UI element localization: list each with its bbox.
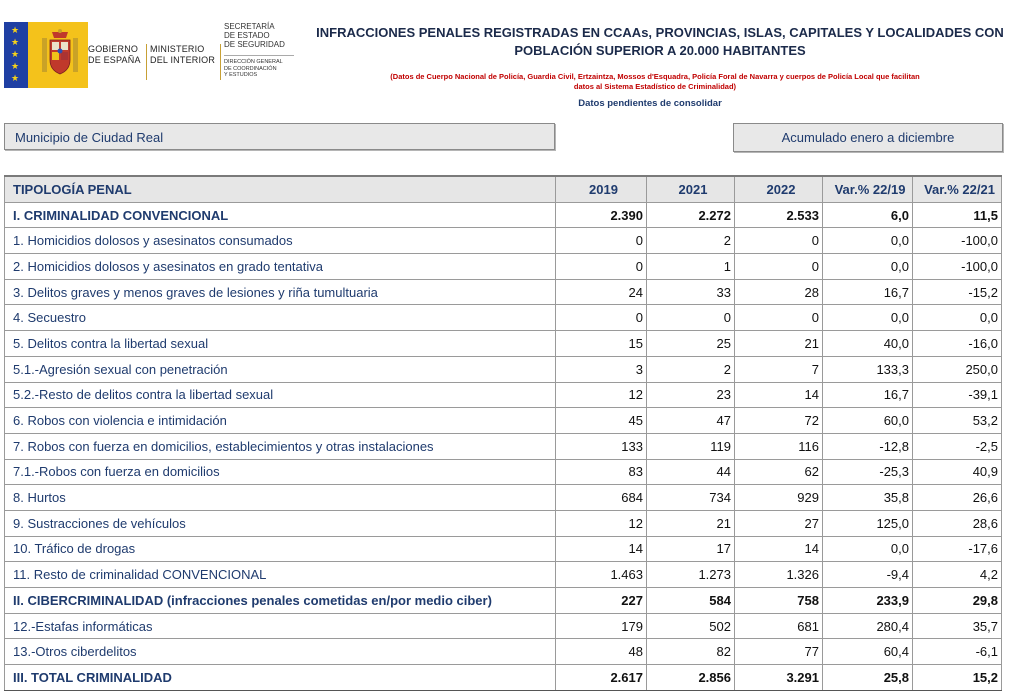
- data-source-note: (Datos de Cuerpo Nacional de Policía, Guardia Civil, Ertzaintza, Mossos d'Esquadra, Policía Foral de Navarra y cuerpos de Policía Local que facilitan datos al Sistema Estadístico de Criminalidad): [390, 72, 920, 91]
- value-cell: 2: [647, 228, 735, 254]
- direccion-label: DIRECCIÓN GENERAL DE COORDINACIÓN Y ESTUDIOS: [224, 55, 294, 79]
- value-cell: 0,0: [913, 305, 1002, 331]
- value-cell: 12: [556, 510, 647, 536]
- value-cell: 11,5: [913, 202, 1002, 228]
- value-cell: 6,0: [823, 202, 913, 228]
- tipologia-cell: 12.-Estafas informáticas: [5, 613, 556, 639]
- value-cell: 0: [556, 305, 647, 331]
- value-cell: 12: [556, 382, 647, 408]
- value-cell: 0: [556, 254, 647, 280]
- value-cell: 133: [556, 433, 647, 459]
- value-cell: 125,0: [823, 510, 913, 536]
- value-cell: 15: [556, 331, 647, 357]
- value-cell: 7: [735, 356, 823, 382]
- value-cell: 77: [735, 639, 823, 665]
- value-cell: 35,7: [913, 613, 1002, 639]
- value-cell: 2.533: [735, 202, 823, 228]
- value-cell: 0,0: [823, 305, 913, 331]
- value-cell: 40,9: [913, 459, 1002, 485]
- table-row: [5, 459, 1002, 485]
- value-cell: -25,3: [823, 459, 913, 485]
- table-row: [5, 613, 1002, 639]
- value-cell: 33: [647, 279, 735, 305]
- value-cell: -2,5: [913, 433, 1002, 459]
- table-row: [5, 228, 1002, 254]
- tipologia-cell: 10. Tráfico de drogas: [5, 536, 556, 562]
- table-row: [5, 665, 1002, 691]
- government-logo: [4, 22, 294, 88]
- value-cell: 16,7: [823, 279, 913, 305]
- value-cell: 2.272: [647, 202, 735, 228]
- secretaria-label: SECRETARÍA DE ESTADO DE SEGURIDAD DIRECCIÓN GENERAL DE COORDINACIÓN Y ESTUDIOS: [224, 22, 294, 88]
- column-header-2021: 2021: [647, 176, 735, 202]
- value-cell: 25: [647, 331, 735, 357]
- value-cell: 133,3: [823, 356, 913, 382]
- period-selector[interactable]: Acumulado enero a diciembre: [733, 123, 1003, 152]
- value-cell: 28,6: [913, 510, 1002, 536]
- value-cell: 48: [556, 639, 647, 665]
- value-cell: 2.617: [556, 665, 647, 691]
- value-cell: 280,4: [823, 613, 913, 639]
- value-cell: 14: [735, 536, 823, 562]
- value-cell: 179: [556, 613, 647, 639]
- crime-statistics-table: [4, 175, 1002, 691]
- value-cell: 83: [556, 459, 647, 485]
- value-cell: 1.273: [647, 562, 735, 588]
- value-cell: -100,0: [913, 228, 1002, 254]
- table-row: [5, 408, 1002, 434]
- value-cell: 17: [647, 536, 735, 562]
- value-cell: 119: [647, 433, 735, 459]
- value-cell: 0,0: [823, 228, 913, 254]
- value-cell: 62: [735, 459, 823, 485]
- value-cell: 0,0: [823, 536, 913, 562]
- value-cell: 3.291: [735, 665, 823, 691]
- value-cell: 233,9: [823, 588, 913, 614]
- eu-flag-strip: ★ ★ ★ ★ ★: [4, 22, 28, 88]
- tipologia-cell: 2. Homicidios dolosos y asesinatos en grado tentativa: [5, 254, 556, 280]
- value-cell: 14: [735, 382, 823, 408]
- tipologia-cell: 7.1.-Robos con fuerza en domicilios: [5, 459, 556, 485]
- value-cell: -12,8: [823, 433, 913, 459]
- value-cell: 82: [647, 639, 735, 665]
- value-cell: 0: [735, 254, 823, 280]
- value-cell: 15,2: [913, 665, 1002, 691]
- value-cell: 26,6: [913, 485, 1002, 511]
- value-cell: 2.390: [556, 202, 647, 228]
- tipologia-cell: I. CRIMINALIDAD CONVENCIONAL: [5, 202, 556, 228]
- tipologia-cell: II. CIBERCRIMINALIDAD (infracciones penales cometidas en/por medio ciber): [5, 588, 556, 614]
- value-cell: 47: [647, 408, 735, 434]
- value-cell: 35,8: [823, 485, 913, 511]
- pending-notice: Datos pendientes de consolidar: [578, 98, 722, 109]
- tipologia-cell: 5.2.-Resto de delitos contra la libertad sexual: [5, 382, 556, 408]
- value-cell: 1.463: [556, 562, 647, 588]
- value-cell: -17,6: [913, 536, 1002, 562]
- value-cell: 23: [647, 382, 735, 408]
- tipologia-cell: 3. Delitos graves y menos graves de lesiones y riña tumultuaria: [5, 279, 556, 305]
- value-cell: 28: [735, 279, 823, 305]
- value-cell: 16,7: [823, 382, 913, 408]
- column-header-2022: 2022: [735, 176, 823, 202]
- value-cell: 0: [556, 228, 647, 254]
- value-cell: 0: [647, 305, 735, 331]
- table-row: [5, 382, 1002, 408]
- value-cell: 27: [735, 510, 823, 536]
- ministerio-label: MINISTERIO DEL INTERIOR: [150, 44, 221, 80]
- value-cell: 3: [556, 356, 647, 382]
- table-row: [5, 279, 1002, 305]
- table-header-row: [5, 176, 1002, 202]
- column-header-var-22-19: Var.% 22/19: [823, 176, 913, 202]
- value-cell: 40,0: [823, 331, 913, 357]
- value-cell: 2: [647, 356, 735, 382]
- value-cell: 250,0: [913, 356, 1002, 382]
- value-cell: 24: [556, 279, 647, 305]
- table-row: [5, 254, 1002, 280]
- value-cell: 2.856: [647, 665, 735, 691]
- table-row: [5, 331, 1002, 357]
- tipologia-cell: 1. Homicidios dolosos y asesinatos consumados: [5, 228, 556, 254]
- value-cell: -9,4: [823, 562, 913, 588]
- report-title: INFRACCIONES PENALES REGISTRADAS EN CCAAs, PROVINCIAS, ISLAS, CAPITALES Y LOCALIDADES CON POBLACIÓN SUPERIOR A 20.000 HABITANTES: [316, 25, 1004, 58]
- tipologia-cell: 8. Hurtos: [5, 485, 556, 511]
- table-row: [5, 639, 1002, 665]
- municipality-selector[interactable]: Municipio de Ciudad Real: [4, 123, 555, 150]
- value-cell: 0: [735, 305, 823, 331]
- value-cell: 45: [556, 408, 647, 434]
- table-row: [5, 202, 1002, 228]
- value-cell: 44: [647, 459, 735, 485]
- value-cell: 29,8: [913, 588, 1002, 614]
- tipologia-cell: 9. Sustracciones de vehículos: [5, 510, 556, 536]
- value-cell: 0,0: [823, 254, 913, 280]
- value-cell: 734: [647, 485, 735, 511]
- value-cell: 116: [735, 433, 823, 459]
- value-cell: -15,2: [913, 279, 1002, 305]
- value-cell: 21: [735, 331, 823, 357]
- value-cell: 0: [735, 228, 823, 254]
- tipologia-cell: 5.1.-Agresión sexual con penetración: [5, 356, 556, 382]
- tipologia-cell: III. TOTAL CRIMINALIDAD: [5, 665, 556, 691]
- tipologia-cell: 4. Secuestro: [5, 305, 556, 331]
- value-cell: 72: [735, 408, 823, 434]
- coat-of-arms-icon: [40, 28, 80, 82]
- value-cell: 502: [647, 613, 735, 639]
- value-cell: 684: [556, 485, 647, 511]
- column-header-2019: 2019: [556, 176, 647, 202]
- value-cell: 4,2: [913, 562, 1002, 588]
- column-header-tipologia: TIPOLOGÍA PENAL: [5, 176, 556, 202]
- tipologia-cell: 6. Robos con violencia e intimidación: [5, 408, 556, 434]
- column-header-var-22-21: Var.% 22/21: [913, 176, 1002, 202]
- value-cell: 1: [647, 254, 735, 280]
- table-row: [5, 433, 1002, 459]
- table-row: [5, 485, 1002, 511]
- value-cell: 681: [735, 613, 823, 639]
- value-cell: 21: [647, 510, 735, 536]
- value-cell: 60,0: [823, 408, 913, 434]
- table-row: [5, 588, 1002, 614]
- tipologia-cell: 7. Robos con fuerza en domicilios, establecimientos y otras instalaciones: [5, 433, 556, 459]
- table-row: [5, 562, 1002, 588]
- tipologia-cell: 5. Delitos contra la libertad sexual: [5, 331, 556, 357]
- value-cell: 584: [647, 588, 735, 614]
- value-cell: -16,0: [913, 331, 1002, 357]
- value-cell: 1.326: [735, 562, 823, 588]
- value-cell: 758: [735, 588, 823, 614]
- value-cell: -6,1: [913, 639, 1002, 665]
- tipologia-cell: 13.-Otros ciberdelitos: [5, 639, 556, 665]
- value-cell: 53,2: [913, 408, 1002, 434]
- table-row: [5, 305, 1002, 331]
- table-row: [5, 356, 1002, 382]
- value-cell: -100,0: [913, 254, 1002, 280]
- value-cell: 60,4: [823, 639, 913, 665]
- gobierno-label: GOBIERNO DE ESPAÑA: [88, 44, 147, 80]
- value-cell: 25,8: [823, 665, 913, 691]
- value-cell: 929: [735, 485, 823, 511]
- value-cell: -39,1: [913, 382, 1002, 408]
- value-cell: 227: [556, 588, 647, 614]
- value-cell: 14: [556, 536, 647, 562]
- tipologia-cell: 11. Resto de criminalidad CONVENCIONAL: [5, 562, 556, 588]
- table-row: [5, 510, 1002, 536]
- table-row: [5, 536, 1002, 562]
